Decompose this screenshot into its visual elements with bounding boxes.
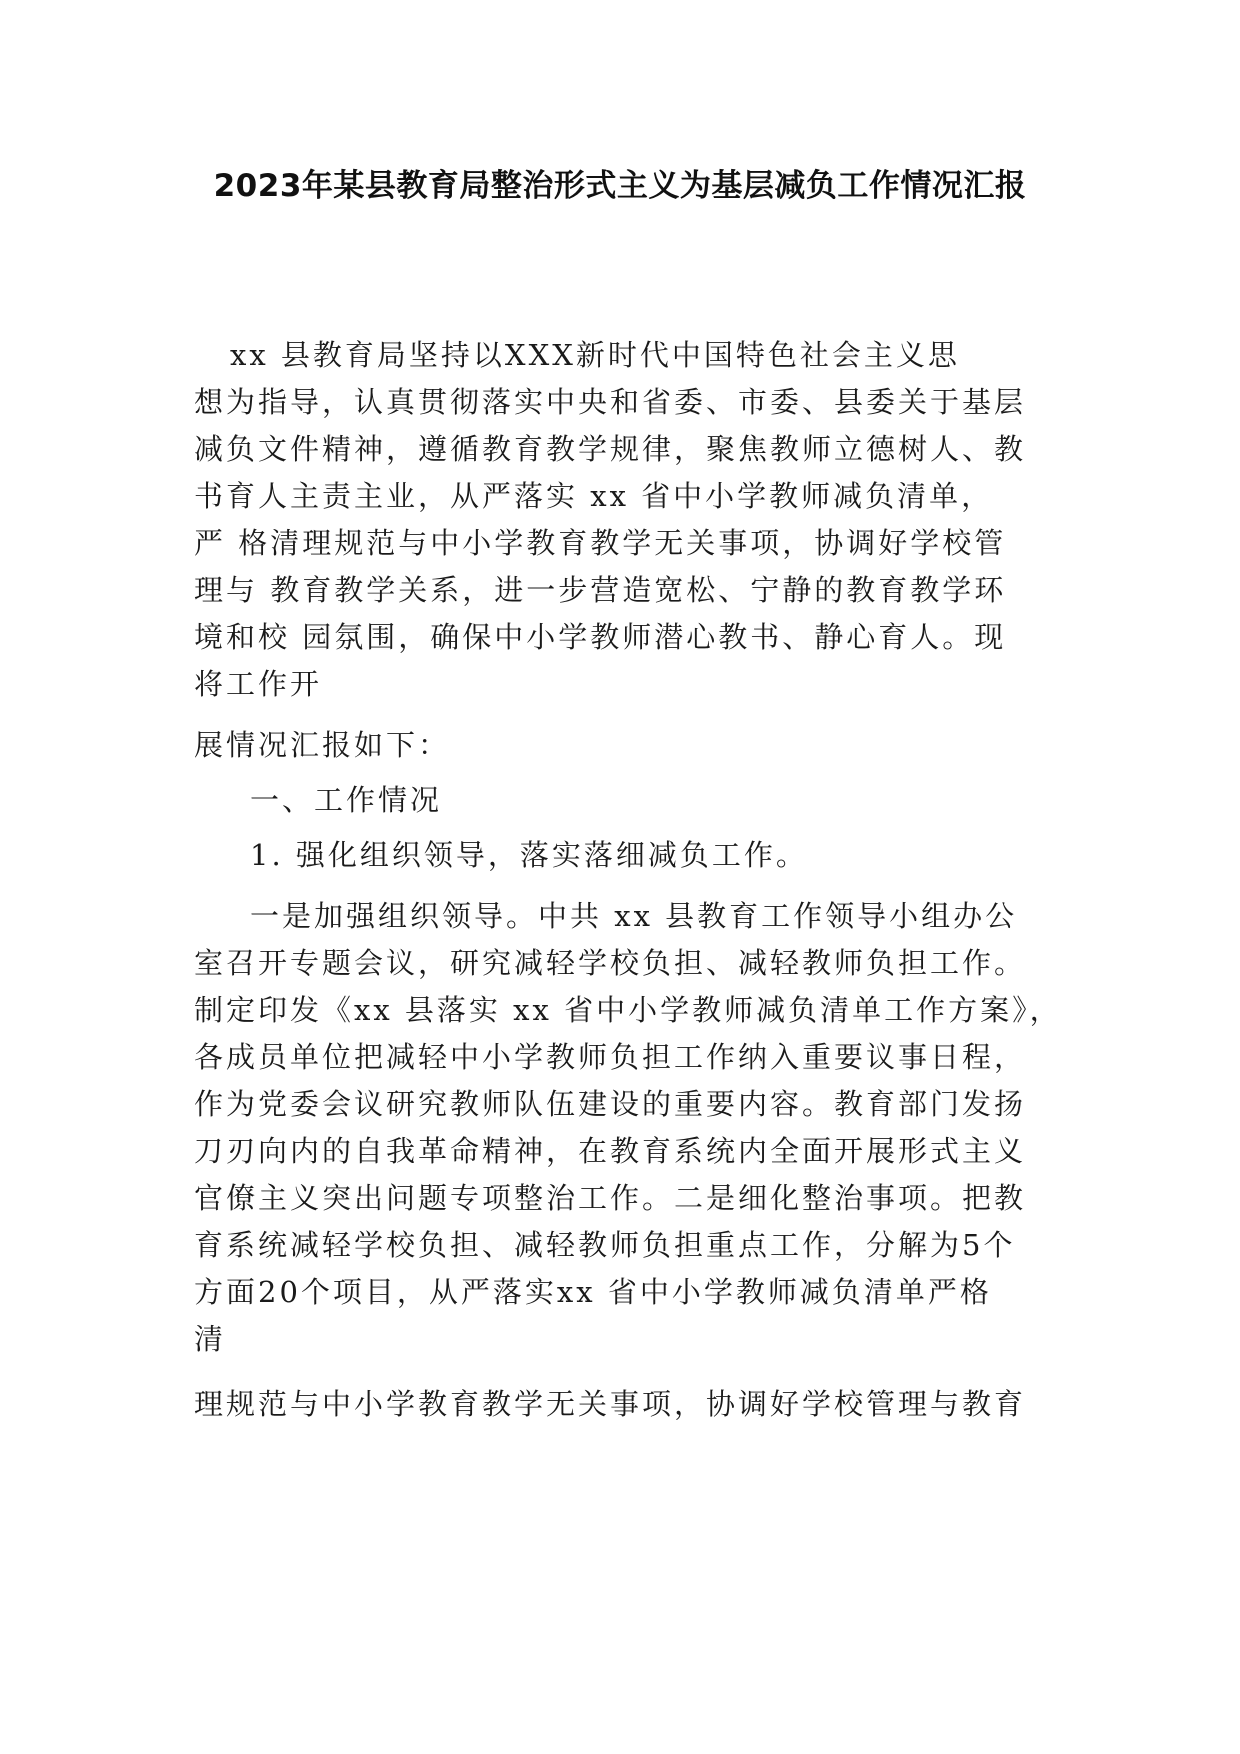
text-line: 各成员单位把减轻中小学教师负担工作纳入重要议事日程， — [194, 1040, 1027, 1074]
document-title: 2023年某县教育局整治形式主义为基层减负工作情况汇报 — [213, 168, 1027, 204]
text-line: 严 格清理规范与中小学教育教学无关事项，协调好学校管 — [194, 526, 1007, 560]
text-line: 室召开专题会议，研究减轻学校负担、减轻教师负担工作。 — [194, 946, 1027, 980]
text-line: 理规范与中小学教育教学无关事项，协调好学校管理与教育 — [194, 1387, 1027, 1421]
section-heading: 一、工作情况 — [250, 783, 443, 817]
text-line: 刀刃向内的自我革命精神，在教育系统内全面开展形式主义 — [194, 1134, 1027, 1168]
text-line: 理与 教育教学关系，进一步营造宽松、宁静的教育教学环 — [194, 573, 1007, 607]
text-line: 作为党委会议研究教师队伍建设的重要内容。教育部门发扬 — [194, 1087, 1027, 1121]
subsection-heading: 1. 强化组织领导，落实落细减负工作。 — [250, 838, 808, 872]
text-line: 减负文件精神，遵循教育教学规律，聚焦教师立德树人、教 — [194, 432, 1027, 466]
text-line: xx 县教育局坚持以XXX新时代中国特色社会主义思 — [230, 338, 960, 372]
text-line: 将工作开 — [194, 667, 323, 701]
text-line: 境和校 园氛围，确保中小学教师潜心教书、静心育人。现 — [194, 620, 1007, 654]
text-line: 方面20个项目，从严落实xx 省中小学教师减负清单严格 — [194, 1275, 992, 1309]
text-line: 清 — [194, 1322, 227, 1356]
text-line: 制定印发《xx 县落实 xx 省中小学教师减负清单工作方案》， — [194, 993, 1062, 1027]
text-line: 一是加强组织领导。中共 xx 县教育工作领导小组办公 — [250, 899, 1018, 933]
text-line: 育系统减轻学校负担、减轻教师负担重点工作，分解为5个 — [194, 1228, 1016, 1262]
text-line: 官僚主义突出问题专项整治工作。二是细化整治事项。把教 — [194, 1181, 1027, 1215]
text-line: 展情况汇报如下： — [194, 728, 451, 762]
text-line: 书育人主责主业，从严落实 xx 省中小学教师减负清单， — [194, 479, 994, 513]
text-line: 想为指导，认真贯彻落实中央和省委、市委、县委关于基层 — [194, 385, 1027, 419]
